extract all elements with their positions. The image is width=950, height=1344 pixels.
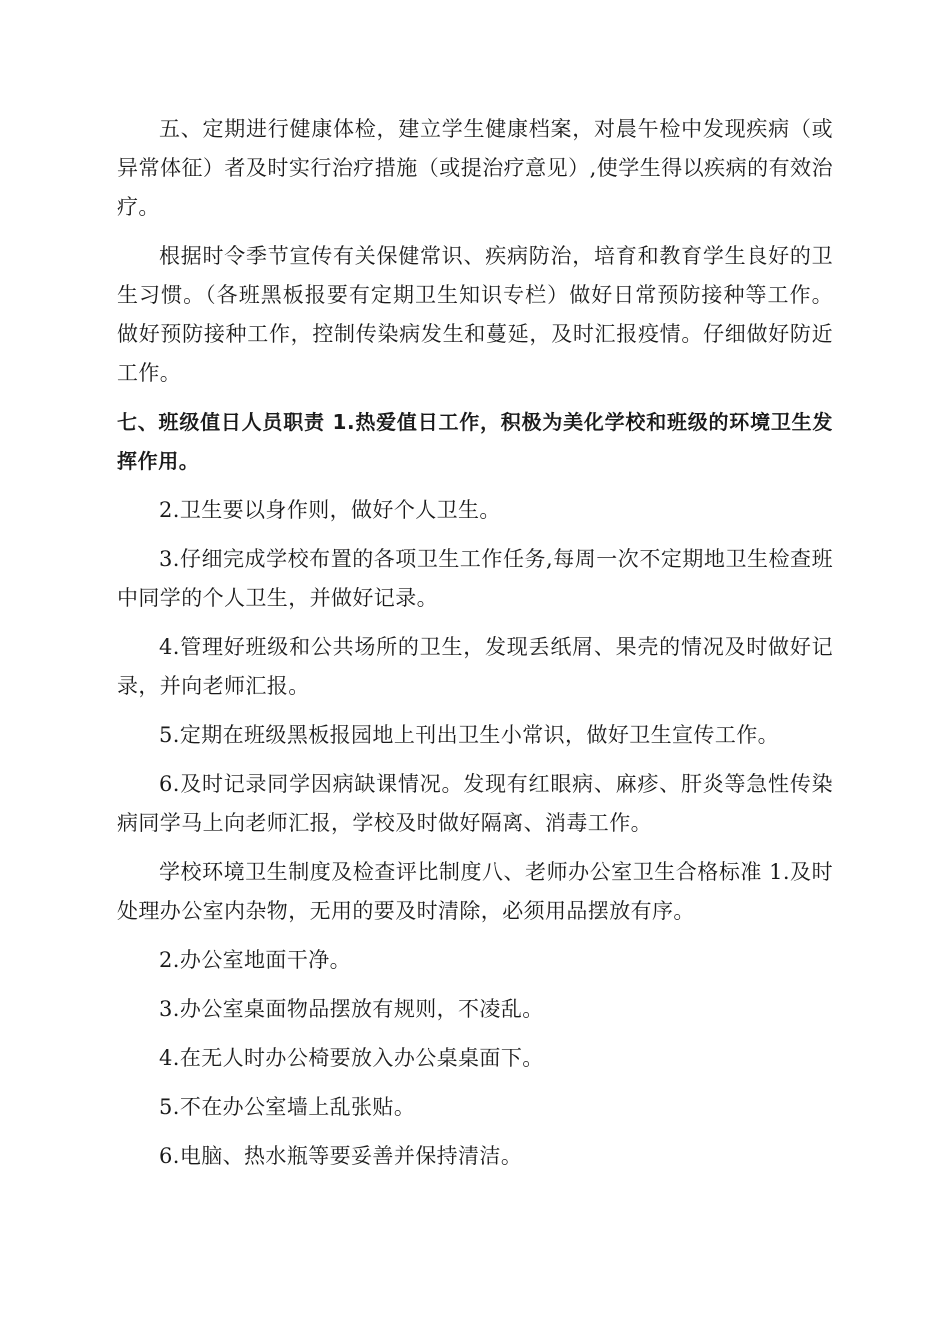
section-heading-duty-staff: 七、班级值日人员职责 1.热爱值日工作，积极为美化学校和班级的环境卫生发挥作用。 — [117, 410, 833, 473]
list-item-duty-4: 4.管理好班级和公共场所的卫生，发现丢纸屑、果壳的情况及时做好记录，并向老师汇报。 — [117, 635, 833, 698]
list-item-duty-3: 3.仔细完成学校布置的各项卫生工作任务,每周一次不定期地卫生检查班中同学的个人卫生，并做好记录。 — [117, 547, 833, 610]
paragraph-health-education: 根据时令季节宣传有关保健常识、疾病防治，培育和教育学生良好的卫生习惯。（各班黑板报要有定期卫生知识专栏）做好日常预防接种等工作。做好预防接种工作，控制传染病发生和蔓延，及时汇报疫情。仔细做好防近工作。 — [117, 244, 833, 385]
list-item-duty-5: 5.定期在班级黑板报园地上刊出卫生小常识，做好卫生宣传工作。 — [159, 723, 780, 747]
list-item-office-2: 2.办公室地面干净。 — [159, 948, 352, 972]
list-item-duty-6: 6.及时记录同学因病缺课情况。发现有红眼病、麻疹、肝炎等急性传染病同学马上向老师汇报，学校及时做好隔离、消毒工作。 — [117, 772, 833, 835]
list-item-office-6: 6.电脑、热水瓶等要妥善并保持清洁。 — [159, 1144, 523, 1168]
paragraph-office-standard: 学校环境卫生制度及检查评比制度八、老师办公室卫生合格标准 1.及时处理办公室内杂物，无用的要及时清除，必须用品摆放有序。 — [117, 860, 833, 923]
paragraph-health-checkup: 五、定期进行健康体检，建立学生健康档案，对晨午检中发现疾病（或异常体征）者及时实行治疗措施（或提治疗意见）,使学生得以疾病的有效治疗。 — [117, 117, 833, 219]
list-item-office-5: 5.不在办公室墙上乱张贴。 — [159, 1095, 416, 1119]
list-item-office-4: 4.在无人时办公椅要放入办公桌桌面下。 — [159, 1046, 544, 1070]
list-item-duty-2: 2.卫生要以身作则，做好个人卫生。 — [159, 498, 501, 522]
list-item-office-3: 3.办公室桌面物品摆放有规则，不凌乱。 — [159, 997, 544, 1021]
